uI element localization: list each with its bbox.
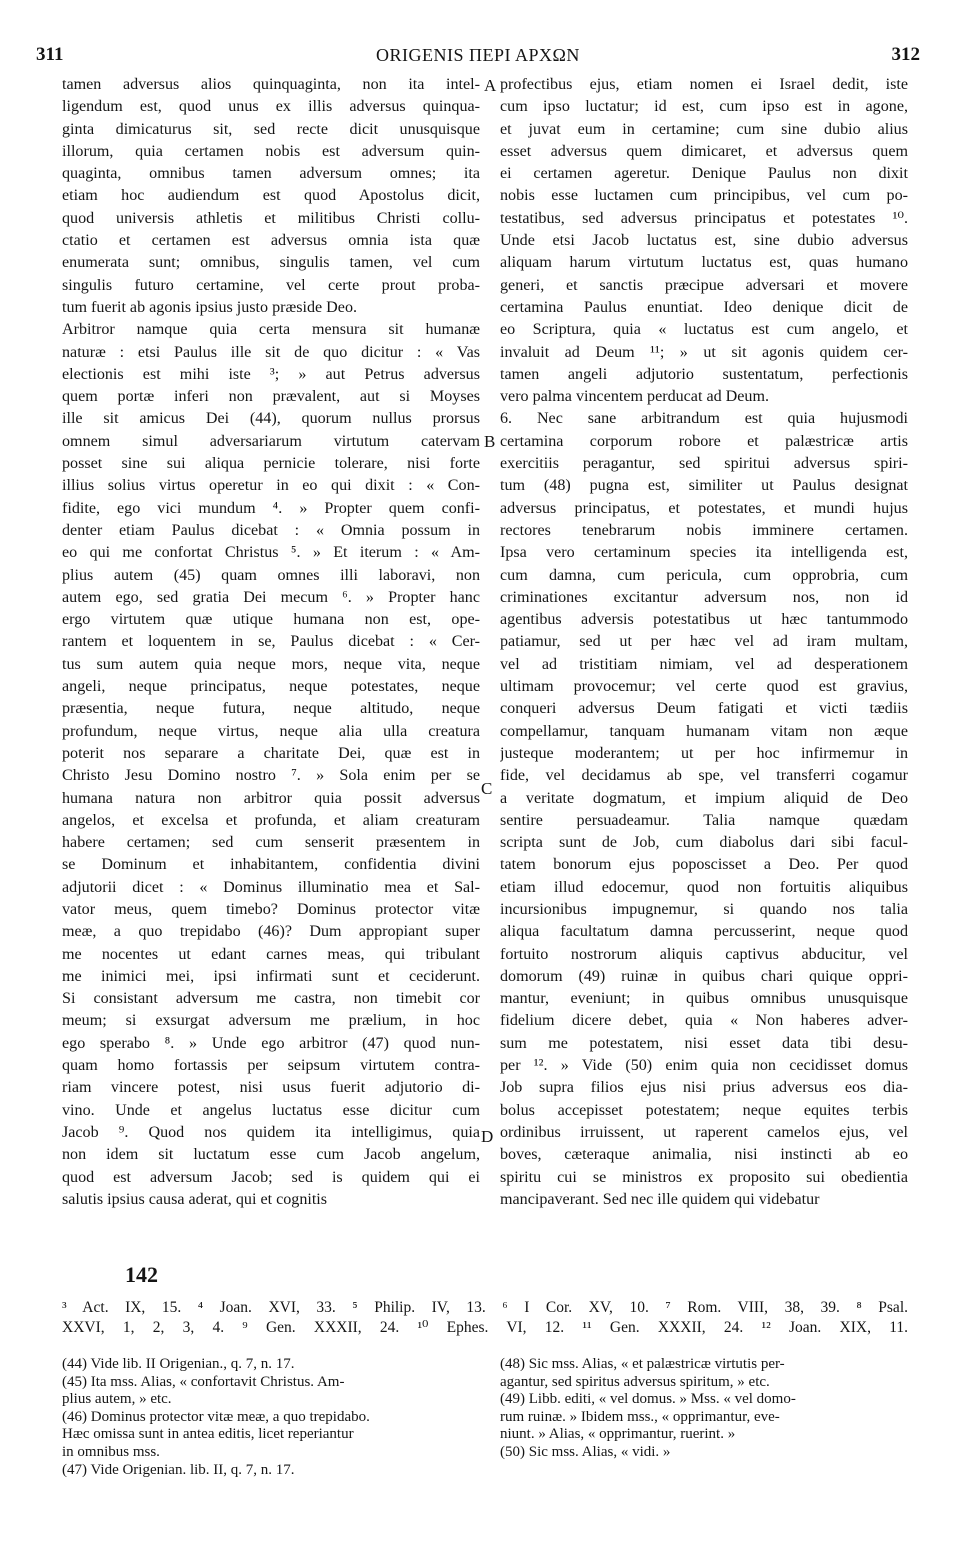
text-line: quod universis athletis et militibus Christi collu-: [62, 209, 480, 227]
editorial-notes-right: [500, 1356, 908, 1462]
scripture-footnotes: [62, 1298, 908, 1338]
text-line: illius solius virtus operetur in eo qui dixit : « Con-: [62, 477, 480, 495]
text-line: quaginta, omnibus tamen adversum omnes; ita: [62, 165, 480, 183]
note-line: rum ruinæ. » Ibidem mss., « opprimantur, eve-: [500, 1408, 780, 1425]
text-line: tus sum autem quia neque mors, neque vita, neque: [62, 655, 480, 673]
text-line: illorum, quia certamen nobis est adversum quin-: [62, 142, 480, 160]
text-line: incursionibus impugnemur, si quando nos talia: [500, 900, 908, 918]
text-line: a veritate dogmatum, et impium aliquid de Deo: [500, 789, 908, 807]
text-line: quem portæ inferi non prævalent, aut si Moyses: [62, 388, 480, 406]
text-line: certamina Paulus enuntiat. Ideo denique dicit de: [500, 298, 908, 316]
page-number-left: 311: [36, 44, 64, 65]
text-line: ligendum est, quod unus ex illis adversus quinqua-: [62, 98, 480, 116]
note-line: Hæc omissa sunt in antea editis, licet reperiantur: [62, 1426, 354, 1443]
text-line: sum me potestatem, nisi esset data tibi desu-: [500, 1034, 908, 1052]
text-line: adversus principatus, et potestates, et mundi hujus: [500, 499, 908, 517]
text-line: vator meus, quem timebo? Dominus protector vitæ: [62, 900, 480, 918]
text-line: boves, cæteraque animalia, nisi instincti ab eo: [500, 1146, 908, 1164]
text-line: fidite, ego vici mundum ⁴. » Propter quem confi-: [62, 499, 480, 517]
note-line: (48) Sic mss. Alias, « et palæstricæ virtutis per-: [500, 1356, 785, 1372]
text-line: angeli, neque principatus, neque potestates, neque: [62, 678, 480, 696]
text-line: cum ipso luctatur; id est, cum ipso est in agone,: [500, 98, 908, 116]
section-marker-a: A: [484, 76, 497, 95]
text-line: etiam illud edocemur, quod non fortuitis aliquibus: [500, 878, 908, 896]
page-number-right: 312: [891, 44, 920, 65]
text-line: domorum (49) ruinæ in quibus chari quique oppri-: [500, 967, 908, 985]
text-line: tamen angeli adjutorio sustentatum, perfectionis: [500, 365, 908, 383]
text-line: humana natura non arbitror quia possit adversus: [62, 789, 480, 807]
text-line: naturæ : etsi Paulus ille sit de quo dicitur : « Vas: [62, 343, 480, 361]
text-line: angelos, et excelsa et profunda, et aliam creaturam: [62, 811, 480, 829]
text-line: quod est adversum Jacob; sed is quidem qui ei: [62, 1168, 480, 1186]
text-line: invaluit ad Deum ¹¹; » ut sit agonis quidem cer-: [500, 343, 908, 361]
text-line: generi, et sanctis præcipue adversari et movere: [500, 276, 908, 294]
text-line: poterit nos separare a charitate Dei, quæ est in: [62, 744, 480, 762]
text-line: tum fuerit ab agonis ipsius justo præside Deo.: [62, 298, 358, 316]
text-line: ginta dimicaturus sit, sed recte dicit unusquisque: [62, 120, 480, 138]
right-column: [500, 74, 908, 1211]
text-line: eo qui me confortat Christus ⁵. » Et iterum : « Am-: [62, 544, 480, 562]
note-line: (47) Vide Origenian. lib. II, q. 7, n. 17.: [62, 1461, 295, 1478]
note-line: agantur, sed spiritus adversus spiritum, » etc.: [500, 1373, 770, 1390]
text-line: se Dominum et inhabitantem, confidentia divini: [62, 856, 480, 874]
text-line: testatibus, sed adversus principatus et potestates ¹⁰.: [500, 209, 908, 227]
text-line: me nocentes ut edant carnes meas, qui tribulant: [62, 945, 480, 963]
text-line: tatem bonorum ejus poposcisset a Deo. Per quod: [500, 856, 908, 874]
text-line: Jacob ⁹. Quod nos quidem ita intelligimus, quia: [62, 1123, 480, 1141]
text-line: Christo Jesu Domino nostro ⁷. » Sola enim per se: [62, 767, 480, 785]
text-line: posset sine sui aliqua pernicie tolerare, nisi forte: [62, 455, 480, 473]
text-line: profectibus ejus, etiam nomen ei Israel dedit, iste: [500, 76, 908, 93]
text-line: adjutorii dicet : « Dominus illuminatio mea et Sal-: [62, 878, 480, 896]
text-line: Unde etsi Jacob luctatus est, sine dubio adversus: [500, 232, 908, 250]
text-line: autem ego, sed gratia Dei mecum ⁶. » Propter hanc: [62, 588, 480, 606]
text-line: aliqua facultatum damna percusserint, neque quod: [500, 923, 908, 941]
text-line: criminationes excitantur adversum nos, non id: [500, 588, 908, 606]
text-line: ordinibus irruissent, ut raperent camelos ejus, vel: [500, 1123, 908, 1141]
text-line: ctatio et certamen est adversus omnia ista quæ: [62, 232, 480, 250]
text-line: quam homo fortassis per seipsum virtutem contra-: [62, 1057, 480, 1075]
note-line: in omnibus mss.: [62, 1443, 160, 1460]
text-line: agentibus adversis potestatibus ut hæc tantummodo: [500, 611, 908, 629]
footnote-line: XXVI, 1, 2, 3, 4. ⁹ Gen. XXXII, 24. ¹⁰ Ephes. VI, 12. ¹¹ Gen. XXXII, 24. ¹² Joan. XIX, 11.: [62, 1319, 908, 1336]
text-line: electionis est mihi iste ³; » aut Petrus adversus: [62, 365, 480, 383]
text-line: me inimici mei, ipsi infirmati sunt et ceciderunt.: [62, 967, 480, 985]
left-column: [62, 74, 480, 1211]
text-line: singulis futuro certamine, vel certe prout proba-: [62, 276, 480, 294]
editorial-notes-left: [62, 1356, 480, 1479]
text-line: Arbitror namque quia certa mensura sit humanæ: [62, 321, 480, 339]
note-line: (50) Sic mss. Alias, « vidi. »: [500, 1443, 671, 1460]
page-header: [36, 44, 920, 70]
text-line: scripta sunt de Job, cum diabolus dari sibi facul-: [500, 834, 908, 852]
text-line: Si consistant adversum me castra, non timebit cor: [62, 990, 480, 1008]
text-line: ego sperabo ⁸. » Unde ego arbitror (47) quod nun-: [62, 1034, 480, 1052]
text-line: rantem et loquentem in se, Paulus dicebat : « Cer-: [62, 633, 480, 651]
text-line: spiritu cui se ministros ex proposito sui obedientia: [500, 1168, 908, 1186]
text-line: enumerata sunt; omnibus, singulis tamen, vel cum: [62, 254, 480, 272]
text-line: mantur, eveniunt; in quibus omnibus unusquisque: [500, 990, 908, 1008]
text-line: vino. Unde et angelus luctatus esse dicitur cum: [62, 1101, 480, 1119]
note-line: (49) Libb. editi, « vel domus. » Mss. « vel domo-: [500, 1391, 796, 1408]
text-line: per ¹². » Vide (50) enim quia non cecidisset domus: [500, 1057, 908, 1075]
text-line: profundum, neque virtus, neque alia ulla creatura: [62, 722, 480, 740]
text-line: exercitiis peragantur, sed spiritui adversus spiri-: [500, 455, 908, 473]
text-line: bolus accepisset potestatem; neque equites terbis: [500, 1101, 908, 1119]
text-line: ultimam provocemur; vel certe quod est gravius,: [500, 678, 908, 696]
text-line: cum damna, cum pericula, cum opprobria, cum: [500, 566, 908, 584]
text-line: rectores tenebrarum nobis imminere certamen.: [500, 521, 908, 539]
text-line: denter etiam Paulus dicebat : « Omnia possum in: [62, 521, 480, 539]
text-line: meum; si exsurgat adversum me prælium, in hoc: [62, 1012, 480, 1030]
text-line: tamen adversus alios quinquaginta, non ita intel-: [62, 76, 480, 93]
footnote-line: ³ Act. IX, 15. ⁴ Joan. XVI, 33. ⁵ Philip. IV, 13. ⁶ I Cor. XV, 10. ⁷ Rom. VIII, 38, 39. ⁸ Psal.: [62, 1299, 908, 1316]
text-line: patiamur, sed ut per hæc vel ad iram multam,: [500, 633, 908, 651]
text-line: vero palma vincentem perducat ad Deum.: [500, 388, 770, 406]
note-line: niunt. » Alias, « opprimantur, ruerint. »: [500, 1426, 736, 1443]
note-line: plius autem, » etc.: [62, 1391, 172, 1408]
text-line: 6. Nec sane arbitrandum est quia hujusmodi: [500, 410, 908, 428]
text-line: salutis ipsius causa aderat, qui et cognitis: [62, 1190, 328, 1208]
note-line: (44) Vide lib. II Origenian., q. 7, n. 17.: [62, 1356, 295, 1372]
text-line: conqueri adversus Deum fatigati et victi tædiis: [500, 700, 908, 718]
text-line: fidelium dicere debet, quia « Non haberes adver-: [500, 1012, 908, 1030]
text-line: etiam hoc audiendum est quod Apostolus dicit,: [62, 187, 480, 205]
text-line: nobis esse luctamen cum principibus, vel cum po-: [500, 187, 908, 205]
text-line: habere certamen; sed cum senserit præsentem in: [62, 834, 480, 852]
section-marker-b: B: [484, 432, 496, 451]
text-line: ergo virtutem quæ utique humana non est, ope-: [62, 611, 480, 629]
section-marker-d: D: [481, 1127, 494, 1146]
text-line: Ipsa vero certaminum species ita intelligenda est,: [500, 544, 908, 562]
text-line: fide, vel decidamus ab spe, vel transferri cogamur: [500, 767, 908, 785]
text-line: fortuito nostrorum aliquis captivus abducitur, vel: [500, 945, 908, 963]
text-line: sentire persuadeamur. Talia namque quædam: [500, 811, 908, 829]
note-line: (45) Ita mss. Alias, « confortavit Christus. Am-: [62, 1373, 345, 1390]
text-line: justeque moderantem; ut per hoc infirmemur in: [500, 744, 908, 762]
text-line: aliquam harum virtutum luctatus est, quas humano: [500, 254, 908, 272]
note-line: (46) Dominus protector vitæ meæ, a quo trepidabo.: [62, 1408, 370, 1425]
text-line: plius autem (45) quam omnes illi laboravi, non: [62, 566, 480, 584]
text-line: vel ad tristitiam nimiam, vel ad desperationem: [500, 655, 908, 673]
text-line: compellamur, tanquam humanam vitam non æque: [500, 722, 908, 740]
text-line: esset adversus quem dimicaret, et adversus quem: [500, 142, 908, 160]
section-marker-c: C: [481, 779, 493, 798]
text-line: meæ, a quo trepidabo (46)? Dum appropiant super: [62, 923, 480, 941]
text-line: Job supra filios ejus nisi prius adversus eos dia-: [500, 1079, 908, 1097]
text-line: eo Scriptura, quia « luctatus est cum angelo, et: [500, 321, 908, 339]
text-line: non idem sit luctatum esse cum Jacob angelum,: [62, 1146, 480, 1164]
text-line: mancipaverant. Sed nec ille quidem qui videbatur: [500, 1190, 820, 1208]
page-stamp: 142: [125, 1262, 158, 1287]
text-line: certamina corporum robore et palæstricæ artis: [500, 432, 908, 450]
text-line: ei certamen ageretur. Denique Paulus non dixit: [500, 165, 908, 183]
text-line: omnem simul adversariarum virtutum catervam: [62, 432, 480, 450]
text-line: ille sit amicus Dei (44), quorum nullus prorsus: [62, 410, 480, 428]
running-title: ORIGENIS ΠΕΡΙ ΑΡΧΩΝ: [376, 45, 580, 65]
text-line: tum (48) pugna est, similiter ut Paulus designat: [500, 477, 908, 495]
text-line: riam vincere potest, nisi usus fuerit adjutorio di-: [62, 1079, 480, 1097]
text-line: præsentia, neque futura, neque altitudo, neque: [62, 700, 480, 718]
text-line: et juvat eum in certamine; cum sine dubio alius: [500, 120, 908, 138]
